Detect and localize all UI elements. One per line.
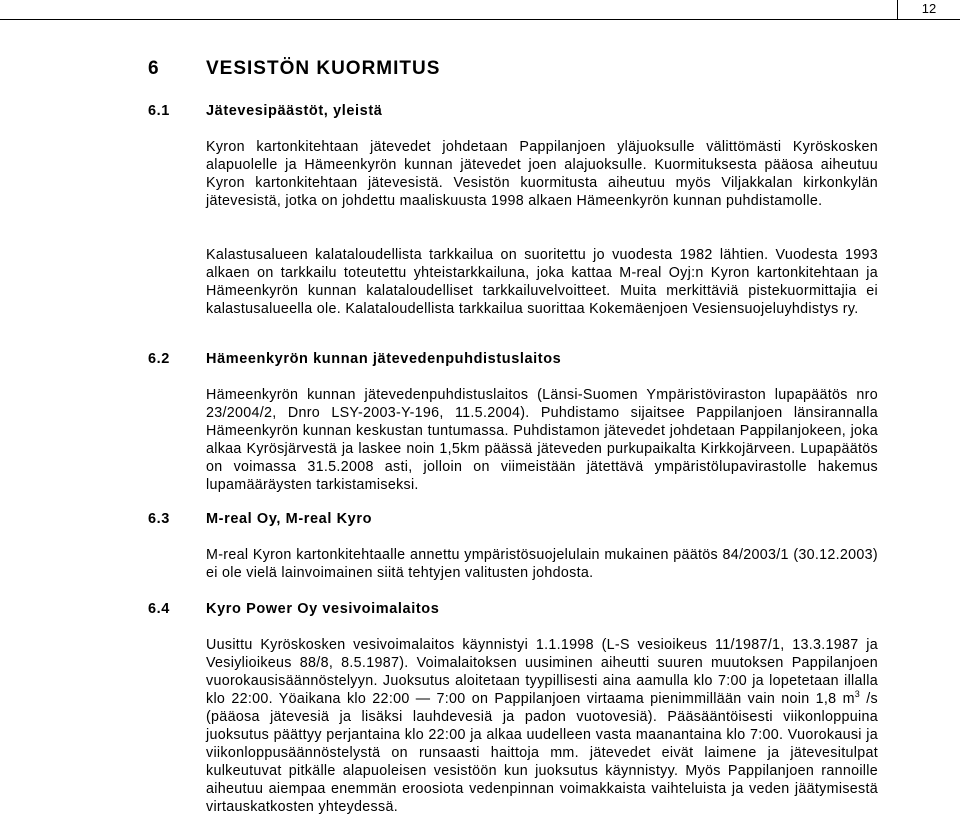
section-6-3-paragraph-1 (206, 546, 878, 582)
section-heading-6-1 (148, 103, 382, 119)
page-number: 12 (897, 0, 960, 20)
header-rule (0, 19, 898, 20)
chapter-heading (148, 58, 440, 80)
section-heading-6-4 (148, 601, 439, 617)
paragraph-text (206, 636, 878, 816)
paragraph-text: M-real Kyron kartonkitehtaalle annettu ympäristösuojelulain mukainen päätös 84/2003/1 (30.12.2003) ei ole vielä lainvoimainen siitä tehtyjen valitusten johdosta. (206, 547, 878, 581)
section-heading-6-2 (148, 351, 561, 367)
section-title: Hämeenkyrön kunnan jätevedenpuhdistuslaitos (206, 351, 562, 367)
chapter-number: 6 (148, 58, 160, 79)
section-number: 6.3 (148, 511, 170, 527)
section-number: 6.4 (148, 601, 170, 617)
superscript-3: 3 (854, 689, 861, 700)
paragraph-text: Kalastusalueen kalataloudellista tarkkailua on suoritettu jo vuodesta 1982 lähtien. Vuodesta 1993 alkaen on tarkkailu toteutettu yhteistarkkailuna, joka kattaa M-real Oyj:n Kyron kartonkitehtaan ja Hämeenkyrön kunnan kalataloudelliset tarkkailuvelvoitteet. Muita merkittäviä pistekuormittajia ei kalastusalueella ole. Kalataloudellista tarkkailua suorittaa Kokemäenjoen Vesiensuojeluyhdistys ry. (206, 247, 878, 317)
paragraph-text-part-2: /s (pääosa jätevesiä ja lisäksi lauhdevesiä ja padon vuotovesiä). Pääsääntöisesti viikonloppuina juoksutus päättyy perjantaina klo 22:00 ja alkaa uudelleen vasta maanantaina klo 7:00. Vuorokausi ja viikonloppusäännöstelystä on runsaasti haittoja mm. jätevedet eivät laimene ja jätevesitulpat kulkeutuvat pitkälle alapuoleisen vesistöön kun juoksutus käynnistyy. Myös Pappilanjoen rannoille aiheutuu aiempaa enemmän eroosiota vedenpinnan voimakkaista vaihteluista ja veden jäätymisestä virtauskatkosten yhteydessä. (206, 691, 878, 815)
section-title: M-real Oy, M-real Kyro (206, 511, 373, 527)
chapter-title: VESISTÖN KUORMITUS (206, 58, 441, 79)
section-title: Jätevesipäästöt, yleistä (206, 103, 383, 119)
section-heading-6-3 (148, 511, 372, 527)
paragraph-text-part-1: Uusittu Kyröskosken vesivoimalaitos käynnistyi 1.1.1998 (L-S vesioikeus 11/1987/1, 13.3.1987 ja Vesiylioikeus 88/8, 8.5.1987). Voimalaitoksen uusiminen aiheutti suuren muutoksen Pappilanjoen vuorokausisäännöstelyyn. Juoksutus aloitetaan tyypillisesti aina aamulla klo 7:00 ja lopetetaan illalla klo 22:00. Yöaikana klo 22:00 — 7:00 on Pappilanjoen virtaama pienimmillään vain noin 1,8 m (206, 637, 878, 707)
section-6-1-paragraph-2 (206, 246, 878, 318)
section-title: Kyro Power Oy vesivoimalaitos (206, 601, 440, 617)
paragraph-text: Kyron kartonkitehtaan jätevedet johdetaan Pappilanjoen yläjuoksulle välittömästi Kyröskosken alapuolelle ja Hämeenkyrön kunnan jätevedet joen alajuoksulle. Kuormituksesta pääosa aiheutuu Kyron kartonkitehtaan jätevesistä. Vesistön kuormitusta aiheutuu myös Viljakkalan kirkonkylän jätevesistä, jotka on johdettu maaliskuusta 1998 alkaen Hämeenkyrön kunnan puhdistamolle. (206, 139, 878, 209)
section-6-4-paragraph-1 (206, 636, 878, 816)
paragraph-text: Hämeenkyrön kunnan jätevedenpuhdistuslaitos (Länsi-Suomen Ympäristöviraston lupapäätös nro 23/2004/2, Dnro LSY-2003-Y-196, 11.5.2004). Puhdistamo sijaitsee Pappilanjoen länsirannalla Hämeenkyrön kunnan keskustan tuntumassa. Puhdistamon jätevedet johdetaan Pappilanjokeen, joka alkaa Kyrösjärvestä ja laskee noin 1,5km päässä jäteveden purkupaikalta Kirkkojärveen. Lupapäätös on voimassa 31.5.2008 asti, jolloin on viimeistään jätettävä ympäristölupavirastolle hakemus lupamääräysten tarkistamiseksi. (206, 387, 878, 493)
section-number: 6.2 (148, 351, 170, 367)
section-6-2-paragraph-1 (206, 386, 878, 494)
section-6-1-paragraph-1 (206, 138, 878, 210)
section-number: 6.1 (148, 103, 170, 119)
